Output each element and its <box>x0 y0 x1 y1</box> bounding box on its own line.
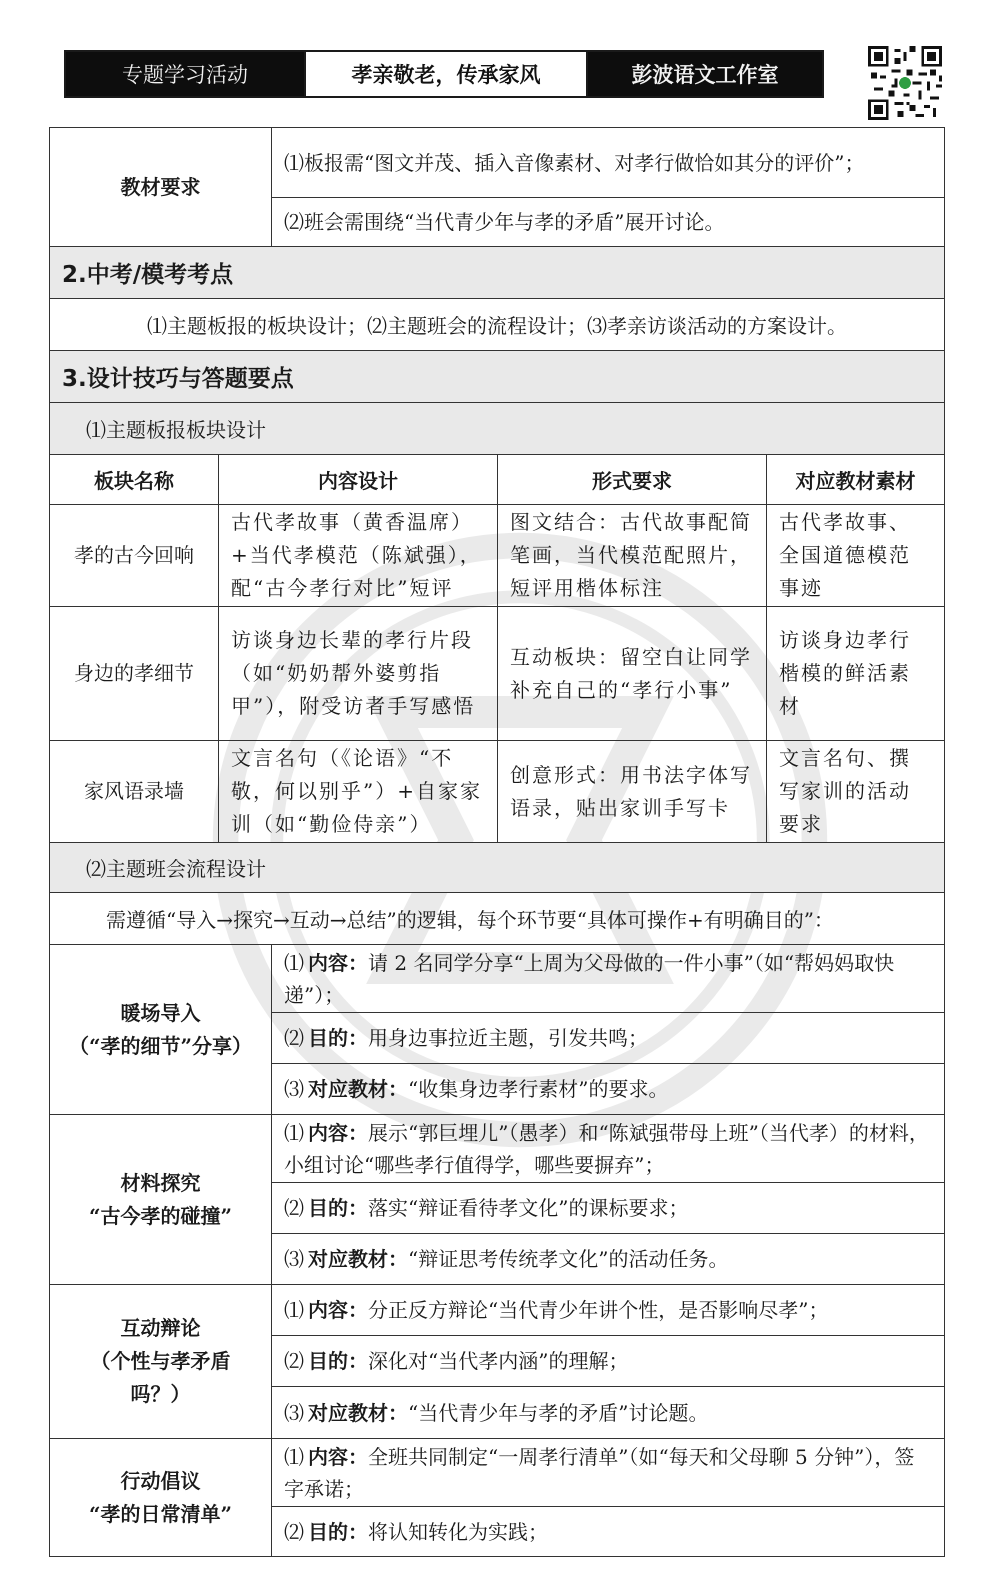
meeting-step-item: ⑴ 内容：请 2 名同学分享“上周为父母做的一件小事”（如“帮妈妈取快递”）； <box>272 945 944 1013</box>
board-content-cell: 访谈身边长辈的孝行片段（如“奶奶帮外婆剪指甲”），附受访者手写感悟 <box>219 607 498 740</box>
board-source-cell: 古代孝故事、全国道德模范事迹 <box>779 510 911 600</box>
meeting-step-item: ⑴ 内容：展示“郭巨埋儿”（愚孝）和“陈斌强带母上班”（当代孝）的材料，小组讨论“哪些孝行值得学，哪些要摒弃”； <box>272 1115 944 1183</box>
column-header: 形式要求 <box>498 455 767 504</box>
meeting-step-row <box>50 1439 944 1557</box>
material-requirement-item: ⑴板报需“图文并茂、插入音像素材、对孝行做恰如其分的评价”； <box>272 128 944 198</box>
meeting-step-item: ⑵ 目的：深化对“当代孝内涵”的理解； <box>272 1336 944 1387</box>
meeting-step-item: ⑴ 内容：全班共同制定“一周孝行清单”（如“每天和父母聊 5 分钟”），签字承诺； <box>272 1439 944 1507</box>
meeting-design-heading: ⑵主题班会流程设计 <box>50 843 944 893</box>
board-table-row <box>50 607 944 741</box>
board-table-header <box>50 455 944 505</box>
meeting-intro-text: 需遵循“导入→探究→互动→总结”的逻辑，每个环节要“具体可操作+有明确目的”： <box>50 893 944 945</box>
document-table <box>49 127 945 1557</box>
column-header: 板块名称 <box>50 455 219 504</box>
board-form-cell: 图文结合：古代故事配简笔画，当代模范配照片，短评用楷体标注 <box>498 505 767 606</box>
board-source-cell: 文言名句、撰写家训的活动要求 <box>779 746 911 836</box>
meeting-step-item: ⑵ 目的：落实“辩证看待孝文化”的课标要求； <box>272 1183 944 1234</box>
board-block-name: 身边的孝细节 <box>50 607 219 740</box>
board-table-row <box>50 741 944 843</box>
qr-code-icon <box>868 46 942 120</box>
board-block-name: 孝的古今回响 <box>50 505 219 606</box>
section-3-heading: 3.设计技巧与答题要点 <box>50 351 944 403</box>
board-source-cell: 访谈身边孝行楷模的鲜活素材 <box>779 628 911 718</box>
meeting-step-label: 材料探究 “古今孝的碰撞” <box>50 1115 272 1284</box>
column-header: 对应教材素材 <box>795 469 916 493</box>
header-banner <box>64 50 824 98</box>
meeting-step-row <box>50 1285 944 1439</box>
board-design-heading: ⑴主题板报板块设计 <box>50 403 944 455</box>
meeting-step-label: 行动倡议 “孝的日常清单” <box>50 1439 272 1556</box>
exam-points-text: ⑴主题板报的板块设计；⑵主题班会的流程设计；⑶孝亲访谈活动的方案设计。 <box>50 299 944 351</box>
topic-label: 专题学习活动 <box>66 52 304 96</box>
meeting-step-label: 暖场导入 （“孝的细节”分享） <box>50 945 272 1114</box>
material-requirement-item: ⑵班会需围绕“当代青少年与孝的矛盾”展开讨论。 <box>284 210 725 234</box>
material-requirements-label: 教材要求 <box>50 128 272 246</box>
meeting-step-item: ⑵ 目的：用身边事拉近主题，引发共鸣； <box>272 1013 944 1064</box>
meeting-step-item: ⑵ 目的：将认知转化为实践； <box>284 1519 548 1544</box>
meeting-step-label: 互动辩论 （个性与孝矛盾 吗？） <box>50 1285 272 1438</box>
meeting-step-row <box>50 945 944 1115</box>
column-header: 内容设计 <box>219 455 498 504</box>
meeting-step-item: ⑶ 对应教材：“收集身边孝行素材”的要求。 <box>284 1077 669 1101</box>
studio-name: 彭波语文工作室 <box>588 52 822 96</box>
section-2-heading: 2.中考/模考考点 <box>50 247 944 299</box>
meeting-step-item: ⑶ 对应教材：“当代青少年与孝的矛盾”讨论题。 <box>284 1400 709 1425</box>
meeting-step-row <box>50 1115 944 1285</box>
board-content-cell: 古代孝故事（黄香温席）+当代孝模范（陈斌强），配“古今孝行对比”短评 <box>219 505 498 606</box>
meeting-step-item: ⑶ 对应教材：“辩证思考传统孝文化”的活动任务。 <box>284 1247 729 1271</box>
board-content-cell: 文言名句（《论语》“不敬，何以别乎”）+自家家训（如“勤俭侍亲”） <box>219 741 498 842</box>
board-table-row <box>50 505 944 607</box>
meeting-step-item: ⑴ 内容：分正反方辩论“当代青少年讲个性，是否影响尽孝”； <box>272 1285 944 1336</box>
material-requirements-row <box>50 127 944 247</box>
board-block-name: 家风语录墙 <box>50 741 219 842</box>
board-form-cell: 互动板块：留空白让同学补充自己的“孝行小事” <box>498 607 767 740</box>
board-form-cell: 创意形式：用书法字体写语录，贴出家训手写卡 <box>498 741 767 842</box>
page-title: 孝亲敬老，传承家风 <box>304 52 588 96</box>
